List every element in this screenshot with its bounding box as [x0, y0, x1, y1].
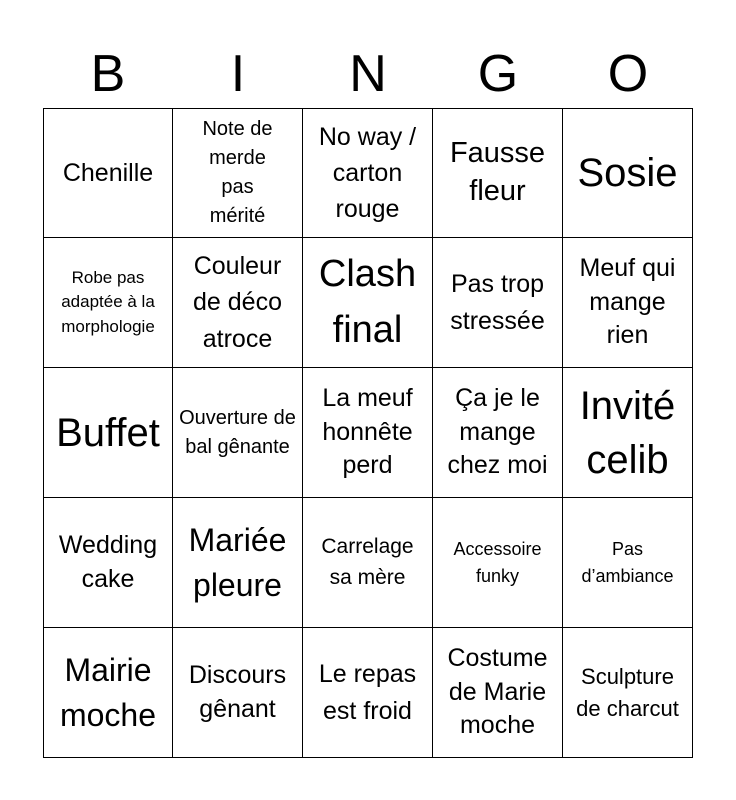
bingo-cell[interactable]: [43, 108, 173, 238]
bingo-cell[interactable]: [563, 108, 693, 238]
bingo-cell[interactable]: [563, 368, 693, 498]
cell-text: Accessoire funky: [453, 538, 542, 586]
cell-text: Note de merde pas mérité: [202, 118, 273, 227]
cell-text: Clash final: [318, 253, 417, 351]
cell-text: Pas d’ambiance: [581, 538, 674, 586]
cell-text: Costume de Marie moche: [447, 643, 548, 740]
bingo-cell[interactable]: [43, 628, 173, 758]
cell-text: Discours gênant: [188, 660, 287, 723]
bingo-cell[interactable]: [303, 368, 433, 498]
bingo-cell[interactable]: [563, 628, 693, 758]
bingo-cell[interactable]: [433, 108, 563, 238]
bingo-cell[interactable]: [173, 238, 303, 368]
cell-text: Mairie moche: [59, 651, 157, 733]
cell-text: Pas trop stressée: [450, 270, 545, 335]
bingo-cell[interactable]: [173, 498, 303, 628]
bingo-cell[interactable]: [173, 628, 303, 758]
bingo-cell[interactable]: [563, 238, 693, 368]
cell-text: Fausse fleur: [449, 137, 546, 207]
cell-text: Carrelage sa mère: [321, 535, 414, 589]
header-letter-n: N: [349, 45, 387, 103]
bingo-cell[interactable]: [303, 238, 433, 368]
cell-text: Sculpture de charcut: [576, 663, 679, 721]
bingo-board: [43, 108, 693, 758]
bingo-cell[interactable]: [303, 498, 433, 628]
cell-text: La meuf honnête perd: [322, 383, 413, 480]
bingo-cell[interactable]: [43, 238, 173, 368]
cell-text: Ça je le mange chez moi: [447, 383, 548, 480]
bingo-cell[interactable]: [173, 368, 303, 498]
bingo-cell[interactable]: [173, 108, 303, 238]
header-letter-i: I: [230, 45, 246, 103]
bingo-cell[interactable]: [563, 498, 693, 628]
cell-text: Chenille: [62, 158, 154, 187]
cell-text: Couleur de déco atroce: [193, 252, 282, 353]
bingo-cell[interactable]: [43, 498, 173, 628]
bingo-cell[interactable]: [433, 628, 563, 758]
cell-text: Ouverture de bal gênante: [179, 406, 296, 458]
bingo-cell[interactable]: [303, 108, 433, 238]
bingo-cell[interactable]: [433, 498, 563, 628]
cell-text: Le repas est froid: [318, 660, 417, 725]
bingo-cell[interactable]: [433, 238, 563, 368]
cell-text: Meuf qui mange rien: [579, 253, 676, 350]
header-letter-o: O: [607, 45, 649, 103]
cell-text: No way / carton rouge: [318, 122, 417, 224]
bingo-cell[interactable]: [43, 368, 173, 498]
header-letter-g: G: [477, 45, 519, 103]
cell-text: Robe pas adaptée à la morphologie: [61, 267, 155, 336]
cell-text: Buffet: [56, 410, 160, 455]
cell-text: Mariée pleure: [188, 521, 287, 603]
bingo-cell[interactable]: [303, 628, 433, 758]
cell-text: Wedding cake: [58, 530, 158, 593]
bingo-header: [43, 40, 693, 108]
cell-text: Invité celib: [579, 383, 676, 482]
header-letter-b: B: [90, 45, 126, 103]
bingo-cell[interactable]: [433, 368, 563, 498]
cell-text: Sosie: [577, 151, 678, 195]
